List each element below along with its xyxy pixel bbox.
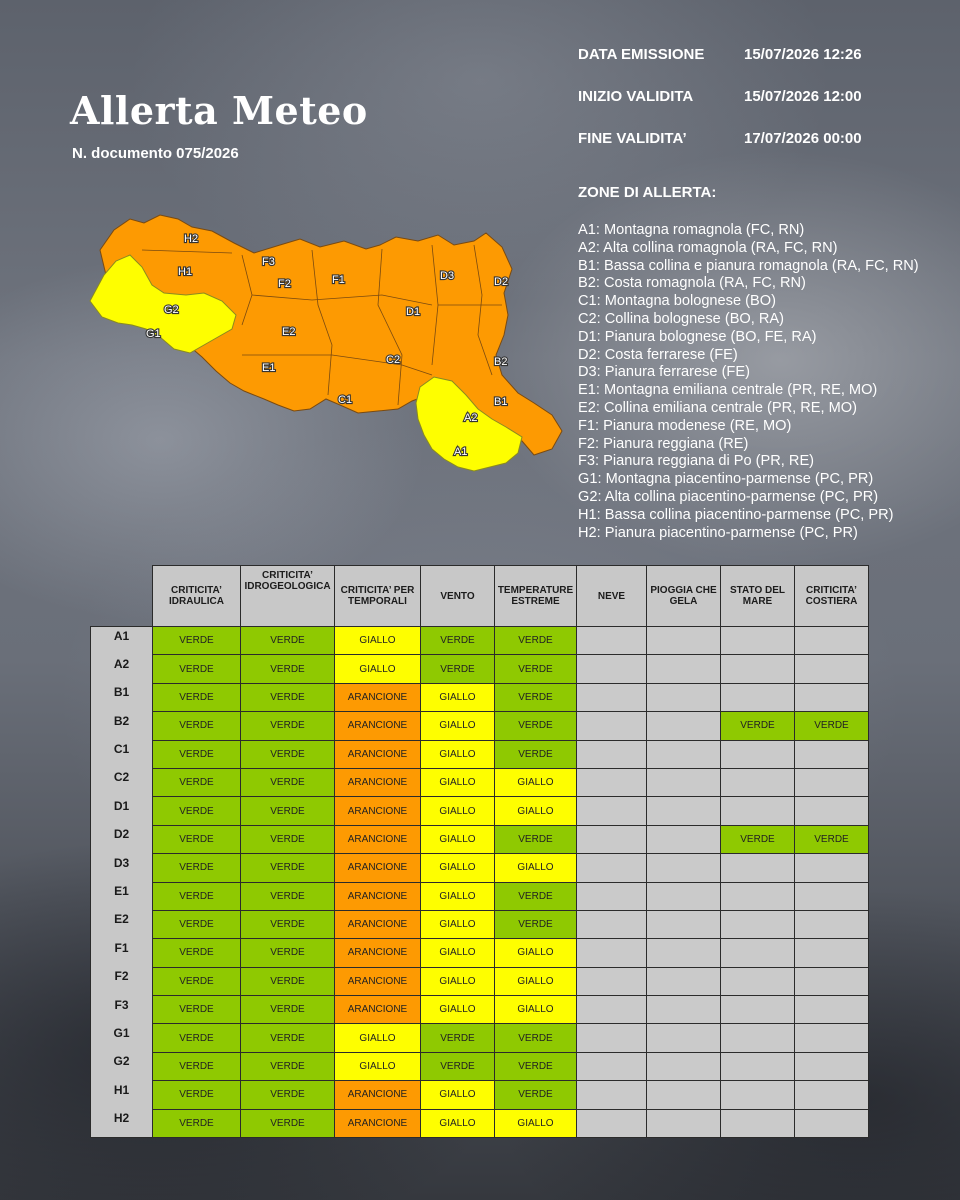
alert-level-cell — [721, 882, 795, 910]
alert-level-cell: VERDE — [241, 882, 335, 910]
zone-code-cell: B1 — [91, 683, 153, 711]
alert-level-cell: VERDE — [495, 712, 577, 740]
map-label: A2 — [464, 412, 478, 424]
zone-legend-item: F2: Pianura reggiana (RE) — [578, 435, 749, 452]
alert-level-cell — [577, 910, 647, 938]
alert-level-cell — [577, 1109, 647, 1137]
zone-legend-item: B1: Bassa collina e pianura romagnola (RA, FC, RN) — [578, 257, 919, 274]
alert-level-cell: GIALLO — [421, 939, 495, 967]
alert-level-cell — [795, 1109, 869, 1137]
alert-level-cell: VERDE — [795, 825, 869, 853]
alert-level-cell: VERDE — [241, 797, 335, 825]
table-row — [91, 1109, 869, 1137]
alert-level-cell: GIALLO — [421, 797, 495, 825]
alert-level-cell — [647, 825, 721, 853]
validity-start-row — [578, 88, 862, 130]
alert-level-cell — [795, 910, 869, 938]
alert-level-cell: ARANCIONE — [335, 825, 421, 853]
column-header: NEVE — [577, 566, 647, 627]
alert-level-cell: VERDE — [721, 712, 795, 740]
alert-level-cell: ARANCIONE — [335, 910, 421, 938]
alert-level-cell: VERDE — [153, 1081, 241, 1109]
alert-level-cell — [647, 1081, 721, 1109]
alert-level-cell — [577, 996, 647, 1024]
alert-level-cell: VERDE — [153, 1052, 241, 1080]
table-row — [91, 1081, 869, 1109]
map-label: D1 — [406, 306, 421, 318]
map-label: B2 — [494, 356, 508, 368]
alert-level-cell: VERDE — [241, 1052, 335, 1080]
column-header: CRITICITA’ COSTIERA — [795, 566, 869, 627]
alert-level-cell — [577, 882, 647, 910]
zone-legend-item: G2: Alta collina piacentino-parmense (PC, PR) — [578, 488, 879, 505]
alert-level-cell: VERDE — [241, 1081, 335, 1109]
alert-level-cell: ARANCIONE — [335, 683, 421, 711]
zone-code-cell: D1 — [91, 797, 153, 825]
map-label: D3 — [440, 270, 455, 282]
alert-level-cell: VERDE — [495, 825, 577, 853]
table-row — [91, 655, 869, 683]
map-svg — [82, 205, 572, 485]
alert-level-cell: GIALLO — [495, 797, 577, 825]
map-label: F1 — [332, 274, 345, 286]
alert-level-cell: VERDE — [795, 712, 869, 740]
alert-level-cell: VERDE — [721, 825, 795, 853]
map-label: G2 — [164, 304, 179, 316]
alert-level-cell: ARANCIONE — [335, 854, 421, 882]
alert-level-cell — [577, 1024, 647, 1052]
zone-code-cell: D2 — [91, 825, 153, 853]
alert-level-cell: VERDE — [241, 768, 335, 796]
map-label: E1 — [262, 362, 276, 374]
alert-level-cell: GIALLO — [335, 1052, 421, 1080]
column-header: CRITICITA’ IDRAULICA — [153, 566, 241, 627]
alert-level-cell: VERDE — [153, 712, 241, 740]
alert-level-cell: VERDE — [495, 882, 577, 910]
zones-heading: ZONE DI ALLERTA: — [578, 184, 717, 201]
zone-code-cell: A2 — [91, 655, 153, 683]
alert-level-cell: GIALLO — [421, 825, 495, 853]
column-header: CRITICITA’ PER TEMPORALI — [335, 566, 421, 627]
alert-level-cell: VERDE — [421, 655, 495, 683]
table-body — [91, 627, 869, 1138]
zone-legend-item: H1: Bassa collina piacentino-parmense (PC, PR) — [578, 506, 894, 523]
alert-level-cell — [795, 683, 869, 711]
alert-level-cell — [647, 910, 721, 938]
alert-level-cell — [577, 1081, 647, 1109]
column-header: PIOGGIA CHE GELA — [647, 566, 721, 627]
issue-date-row — [578, 46, 862, 88]
alert-level-cell: VERDE — [241, 683, 335, 711]
alert-level-cell: ARANCIONE — [335, 712, 421, 740]
alert-level-cell — [795, 996, 869, 1024]
alert-table — [90, 565, 869, 1138]
zone-legend-item: D1: Pianura bolognese (BO, FE, RA) — [578, 328, 817, 345]
table-row — [91, 1052, 869, 1080]
alert-level-cell — [647, 996, 721, 1024]
validity-info — [578, 46, 862, 172]
alert-level-cell: ARANCIONE — [335, 797, 421, 825]
alert-level-cell — [721, 1109, 795, 1137]
table-row — [91, 1024, 869, 1052]
column-header: TEMPERATURE ESTREME — [495, 566, 577, 627]
alert-level-cell: GIALLO — [421, 967, 495, 995]
zones-legend — [578, 184, 919, 542]
alert-level-cell — [577, 740, 647, 768]
zone-code-cell: G2 — [91, 1052, 153, 1080]
zone-code-cell: G1 — [91, 1024, 153, 1052]
alert-level-cell: VERDE — [241, 996, 335, 1024]
alert-level-cell — [795, 1024, 869, 1052]
alert-level-cell: ARANCIONE — [335, 740, 421, 768]
alert-level-cell: GIALLO — [421, 1081, 495, 1109]
table-row — [91, 627, 869, 655]
table-header-row — [91, 566, 869, 627]
alert-level-cell: VERDE — [153, 825, 241, 853]
alert-level-cell: GIALLO — [495, 854, 577, 882]
alert-level-cell — [647, 627, 721, 655]
alert-level-cell — [721, 854, 795, 882]
zone-code-cell: H1 — [91, 1081, 153, 1109]
issue-date-value: 15/07/2026 12:26 — [744, 46, 862, 63]
alert-level-cell: VERDE — [153, 768, 241, 796]
validity-start-value: 15/07/2026 12:00 — [744, 88, 862, 105]
alert-level-cell — [795, 740, 869, 768]
alert-level-cell — [795, 967, 869, 995]
map-label: D2 — [494, 276, 509, 288]
alert-level-cell: GIALLO — [335, 627, 421, 655]
alert-level-cell: VERDE — [153, 797, 241, 825]
alert-level-cell: VERDE — [153, 1109, 241, 1137]
alert-level-cell: VERDE — [421, 1024, 495, 1052]
alert-level-cell — [795, 797, 869, 825]
alert-level-cell: GIALLO — [421, 768, 495, 796]
map-label: C1 — [338, 394, 353, 406]
alert-level-cell — [647, 1109, 721, 1137]
alert-level-cell: VERDE — [153, 882, 241, 910]
alert-level-cell: VERDE — [153, 939, 241, 967]
table-row — [91, 825, 869, 853]
zone-legend-item: A2: Alta collina romagnola (RA, FC, RN) — [578, 239, 838, 256]
alert-level-cell: VERDE — [241, 655, 335, 683]
alert-level-cell — [647, 740, 721, 768]
table-row — [91, 967, 869, 995]
alert-level-cell — [721, 1081, 795, 1109]
alert-level-cell: VERDE — [241, 1024, 335, 1052]
alert-level-cell — [647, 655, 721, 683]
zone-code-cell: C1 — [91, 740, 153, 768]
region-alert-map — [82, 205, 572, 485]
alert-level-cell — [577, 768, 647, 796]
alert-level-cell — [577, 825, 647, 853]
column-header: STATO DEL MARE — [721, 566, 795, 627]
table-row — [91, 910, 869, 938]
alert-level-cell: VERDE — [241, 825, 335, 853]
alert-level-cell: ARANCIONE — [335, 1109, 421, 1137]
validity-end-row — [578, 130, 862, 172]
alert-level-cell — [721, 910, 795, 938]
alert-level-cell: VERDE — [153, 996, 241, 1024]
alert-level-cell — [647, 712, 721, 740]
map-label: A1 — [454, 446, 468, 458]
zone-code-cell: A1 — [91, 627, 153, 655]
zone-legend-item: A1: Montagna romagnola (FC, RN) — [578, 222, 805, 238]
zone-code-cell: F1 — [91, 939, 153, 967]
table-row — [91, 939, 869, 967]
map-label: C2 — [386, 354, 401, 366]
alert-level-cell — [577, 627, 647, 655]
alert-level-cell: GIALLO — [421, 996, 495, 1024]
alert-level-cell — [647, 882, 721, 910]
column-header: VENTO — [421, 566, 495, 627]
map-label: B1 — [494, 396, 508, 408]
alert-level-cell: ARANCIONE — [335, 996, 421, 1024]
alert-level-cell — [577, 797, 647, 825]
map-label: H2 — [184, 233, 199, 245]
alert-level-cell: VERDE — [421, 627, 495, 655]
alert-level-cell: VERDE — [153, 655, 241, 683]
alert-level-cell: VERDE — [495, 627, 577, 655]
alert-level-cell: ARANCIONE — [335, 768, 421, 796]
zone-code-cell: F3 — [91, 996, 153, 1024]
alert-level-cell — [577, 939, 647, 967]
alert-level-cell: VERDE — [153, 683, 241, 711]
alert-level-cell — [577, 854, 647, 882]
zone-code-cell: H2 — [91, 1109, 153, 1137]
alert-level-cell: VERDE — [495, 1081, 577, 1109]
alert-level-cell — [795, 882, 869, 910]
column-header: CRITICITA’ IDROGEOLOGICA — [241, 566, 335, 627]
map-label: H1 — [178, 266, 193, 278]
alert-level-cell — [795, 1081, 869, 1109]
alert-level-cell: VERDE — [495, 910, 577, 938]
zone-code-cell: C2 — [91, 768, 153, 796]
alert-level-cell: VERDE — [241, 740, 335, 768]
zone-legend-item: B2: Costa romagnola (RA, FC, RN) — [578, 275, 806, 292]
table-row — [91, 797, 869, 825]
zones-list — [578, 222, 919, 542]
table-row — [91, 996, 869, 1024]
zone-code-cell: E1 — [91, 882, 153, 910]
alert-level-cell — [647, 683, 721, 711]
alert-level-cell — [721, 1052, 795, 1080]
alert-level-cell — [647, 1052, 721, 1080]
table-row — [91, 712, 869, 740]
table-row — [91, 882, 869, 910]
alert-level-cell: VERDE — [153, 910, 241, 938]
zone-legend-item: F3: Pianura reggiana di Po (PR, RE) — [578, 453, 815, 470]
alert-level-cell — [647, 768, 721, 796]
alert-level-cell — [721, 996, 795, 1024]
alert-level-cell — [795, 939, 869, 967]
alert-level-cell: GIALLO — [421, 882, 495, 910]
alert-level-cell: VERDE — [153, 740, 241, 768]
alert-level-cell: GIALLO — [421, 683, 495, 711]
alert-level-cell — [795, 1052, 869, 1080]
alert-level-cell: ARANCIONE — [335, 882, 421, 910]
alert-level-cell: GIALLO — [495, 939, 577, 967]
alert-level-cell — [577, 655, 647, 683]
alert-level-cell: GIALLO — [495, 1109, 577, 1137]
alert-level-cell: VERDE — [421, 1052, 495, 1080]
table-row — [91, 740, 869, 768]
page-title: Allerta Meteo — [70, 88, 368, 133]
zone-code-cell: F2 — [91, 967, 153, 995]
alert-level-cell — [795, 768, 869, 796]
zone-legend-item: H2: Pianura piacentino-parmense (PC, PR) — [578, 524, 858, 541]
alert-level-cell — [577, 683, 647, 711]
alert-level-cell — [647, 967, 721, 995]
alert-level-cell — [647, 939, 721, 967]
map-label: F2 — [278, 278, 291, 290]
table-row — [91, 683, 869, 711]
alert-level-cell — [721, 655, 795, 683]
alert-level-cell: VERDE — [241, 1109, 335, 1137]
alert-level-cell — [577, 712, 647, 740]
alert-level-cell: VERDE — [241, 627, 335, 655]
alert-level-cell: VERDE — [495, 1052, 577, 1080]
alert-level-cell: GIALLO — [495, 967, 577, 995]
alert-level-cell — [647, 854, 721, 882]
alert-level-cell: VERDE — [495, 740, 577, 768]
alert-level-cell: GIALLO — [421, 1109, 495, 1137]
alert-level-cell: VERDE — [153, 627, 241, 655]
alert-level-cell: VERDE — [495, 655, 577, 683]
alert-level-cell — [721, 1024, 795, 1052]
alert-level-cell — [721, 740, 795, 768]
alert-level-cell: GIALLO — [421, 740, 495, 768]
alert-level-cell: VERDE — [241, 712, 335, 740]
alert-level-cell — [795, 627, 869, 655]
alert-level-cell: VERDE — [241, 854, 335, 882]
zone-code-cell: B2 — [91, 712, 153, 740]
alert-level-cell: VERDE — [153, 967, 241, 995]
issue-date-label: DATA EMISSIONE — [578, 46, 705, 63]
alert-level-cell — [795, 655, 869, 683]
alert-level-cell — [647, 1024, 721, 1052]
alert-level-cell — [795, 854, 869, 882]
map-label: F3 — [262, 256, 275, 268]
alert-level-cell: VERDE — [241, 910, 335, 938]
alert-level-cell — [721, 797, 795, 825]
alert-level-cell: VERDE — [153, 1024, 241, 1052]
alert-level-cell: ARANCIONE — [335, 1081, 421, 1109]
table-row — [91, 854, 869, 882]
zone-code-cell: D3 — [91, 854, 153, 882]
alert-level-cell — [577, 967, 647, 995]
document-number: N. documento 075/2026 — [72, 145, 239, 162]
alert-level-cell: GIALLO — [495, 768, 577, 796]
alert-level-cell: ARANCIONE — [335, 967, 421, 995]
map-label: G1 — [146, 328, 161, 340]
alert-level-cell: VERDE — [241, 967, 335, 995]
alert-level-cell: VERDE — [241, 939, 335, 967]
alert-level-cell — [721, 683, 795, 711]
alert-level-cell: VERDE — [495, 683, 577, 711]
alert-level-cell: VERDE — [153, 854, 241, 882]
alert-level-cell: VERDE — [495, 1024, 577, 1052]
alert-level-cell — [721, 768, 795, 796]
alert-level-cell — [721, 939, 795, 967]
alert-level-cell: GIALLO — [495, 996, 577, 1024]
map-label: E2 — [282, 326, 296, 338]
alert-level-cell — [721, 627, 795, 655]
alert-level-cell: GIALLO — [335, 1024, 421, 1052]
zone-code-cell: E2 — [91, 910, 153, 938]
zone-legend-item: E1: Montagna emiliana centrale (PR, RE, MO) — [578, 382, 878, 399]
zone-legend-item: D2: Costa ferrarese (FE) — [578, 346, 738, 363]
table-corner — [91, 566, 153, 627]
validity-end-value: 17/07/2026 00:00 — [744, 130, 862, 147]
table-row — [91, 768, 869, 796]
alert-level-cell — [721, 967, 795, 995]
zone-legend-item: E2: Collina emiliana centrale (PR, RE, MO) — [578, 399, 857, 416]
alert-level-cell: ARANCIONE — [335, 939, 421, 967]
validity-end-label: FINE VALIDITA’ — [578, 130, 687, 147]
zone-legend-item: F1: Pianura modenese (RE, MO) — [578, 417, 792, 434]
alert-level-cell: GIALLO — [335, 655, 421, 683]
zone-legend-item: D3: Pianura ferrarese (FE) — [578, 364, 750, 381]
alert-level-cell: GIALLO — [421, 712, 495, 740]
alert-level-cell: GIALLO — [421, 854, 495, 882]
validity-start-label: INIZIO VALIDITA — [578, 88, 694, 105]
alert-level-cell — [647, 797, 721, 825]
zone-legend-item: C2: Collina bolognese (BO, RA) — [578, 310, 785, 327]
alert-level-cell — [577, 1052, 647, 1080]
alert-level-cell: GIALLO — [421, 910, 495, 938]
zone-legend-item: C1: Montagna bolognese (BO) — [578, 293, 776, 310]
zone-legend-item: G1: Montagna piacentino-parmense (PC, PR) — [578, 471, 874, 488]
